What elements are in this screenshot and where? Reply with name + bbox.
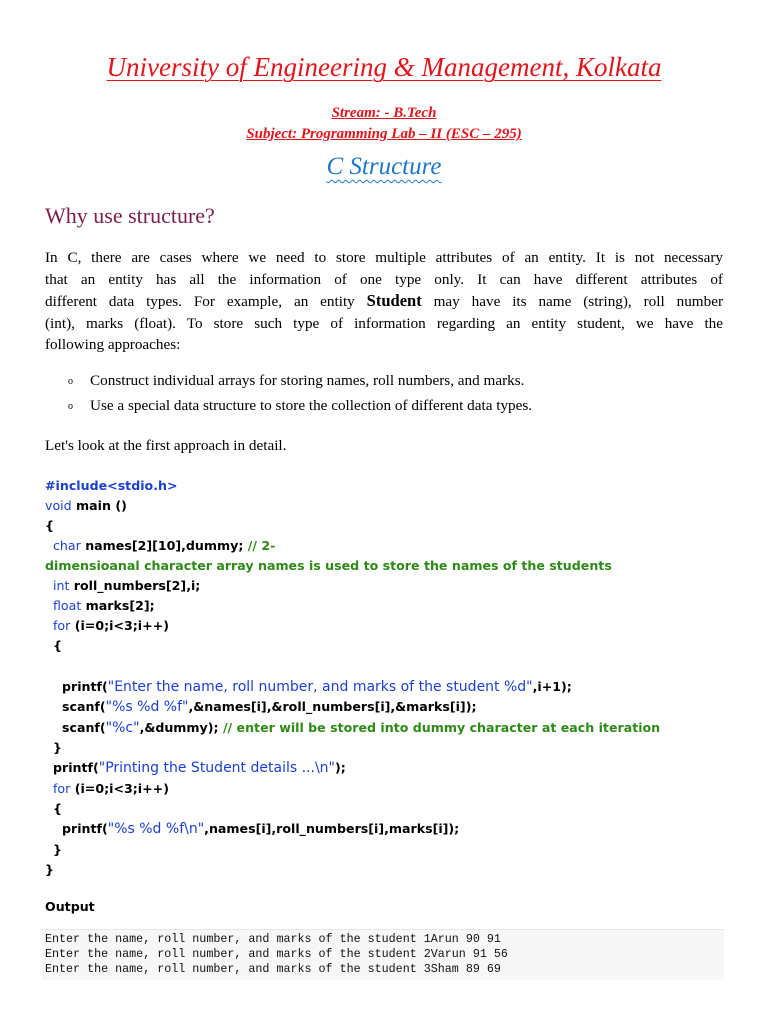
bullet-marker: o xyxy=(68,376,73,387)
code-comment: // enter will be stored into dummy character at each iteration xyxy=(222,720,661,735)
code-text: printf( xyxy=(62,821,108,836)
code-keyword: char xyxy=(53,538,81,553)
paragraph-line: that an entity has all the information of one type only. It can have different attributes of xyxy=(45,270,723,288)
code-string: "Printing the Student details ...\n" xyxy=(98,760,335,776)
code-text: ,names[i],roll_numbers[i],marks[i]); xyxy=(204,821,460,836)
code-text: { xyxy=(53,638,62,653)
code-comment: dimensioanal character array names is used to store the names of the students xyxy=(45,558,612,573)
code-text: scanf( xyxy=(62,720,106,735)
code-keyword: float xyxy=(53,598,82,613)
code-line xyxy=(45,498,127,518)
code-line xyxy=(62,821,459,841)
paragraph-line: In C, there are cases where we need to store multiple attributes of an entity. It is not necessary xyxy=(45,249,723,266)
code-line xyxy=(62,699,476,719)
code-line xyxy=(62,679,572,699)
code-text: { xyxy=(53,801,62,816)
code-text: ,i+1); xyxy=(532,679,572,694)
code-text: printf( xyxy=(53,760,99,775)
subject-line: Subject: Programming Lab – II (ESC – 295) xyxy=(246,126,522,142)
code-text: scanf( xyxy=(62,699,106,714)
paragraph-text: different data types. For example, an entity xyxy=(45,293,367,311)
code-line xyxy=(53,760,346,780)
console-line: Enter the name, roll number, and marks of the student 2Varun 91 56 xyxy=(45,947,508,961)
bold-term: Student xyxy=(366,291,422,311)
list-item xyxy=(65,372,532,397)
topic-title: C Structure xyxy=(326,153,442,180)
university-title: University of Engineering & Management, Kolkata xyxy=(106,52,662,82)
code-line xyxy=(45,558,612,578)
console-line: Enter the name, roll number, and marks of the student 3Sham 89 69 xyxy=(45,962,501,976)
approach-list xyxy=(65,372,532,422)
code-keyword: for xyxy=(53,781,71,796)
preprocessor-directive: #include<stdio.h> xyxy=(45,478,178,493)
code-text: ,&names[i],&roll_numbers[i],&marks[i]); xyxy=(188,699,477,714)
code-line xyxy=(53,538,275,558)
code-text: ); xyxy=(334,760,346,775)
paragraph-line xyxy=(45,290,723,313)
output-label: Output xyxy=(45,899,95,914)
code-text: { xyxy=(45,518,54,533)
code-text: marks[2]; xyxy=(81,598,155,613)
code-line xyxy=(45,862,54,882)
code-text: } xyxy=(53,842,62,857)
paragraph-text: may have its name (string), roll number xyxy=(421,293,723,311)
code-text: main () xyxy=(71,498,127,513)
code-string: "Enter the name, roll number, and marks of the student %d" xyxy=(107,679,533,695)
code-comment: // 2- xyxy=(247,538,276,553)
list-item-text: Use a special data structure to store the collection of different data types. xyxy=(90,397,533,414)
code-string: "%c" xyxy=(105,720,140,736)
code-keyword: void xyxy=(45,498,72,513)
bullet-marker: o xyxy=(68,401,73,412)
paragraph-line: following approaches: xyxy=(45,336,181,354)
code-line xyxy=(53,618,169,638)
code-text: roll_numbers[2],i; xyxy=(69,578,201,593)
list-item xyxy=(65,397,532,422)
code-line xyxy=(53,740,62,760)
code-line xyxy=(53,801,62,821)
code-line xyxy=(53,578,200,598)
approach-intro: Let's look at the first approach in detail. xyxy=(45,437,287,454)
code-string: "%s %d %f" xyxy=(105,699,189,715)
code-text: (i=0;i<3;i++) xyxy=(70,618,169,633)
code-text: } xyxy=(53,740,62,755)
code-line xyxy=(53,598,155,618)
code-line xyxy=(45,518,54,538)
code-string: "%s %d %f\n" xyxy=(107,821,205,837)
code-text: printf( xyxy=(62,679,108,694)
stream-line: Stream: - B.Tech xyxy=(331,105,437,121)
code-text: (i=0;i<3;i++) xyxy=(70,781,169,796)
intro-paragraph xyxy=(45,247,723,356)
code-line xyxy=(45,478,178,498)
paragraph-line: (int), marks (float). To store such type of information regarding an entity student, we have the xyxy=(45,314,723,332)
code-text: ,&dummy); xyxy=(139,720,223,735)
code-line xyxy=(53,638,62,658)
code-text: names[2][10],dummy; xyxy=(80,538,248,553)
code-text: } xyxy=(45,862,54,877)
section-heading: Why use structure? xyxy=(45,203,215,228)
code-line xyxy=(62,720,660,740)
code-keyword: int xyxy=(53,578,70,593)
console-line: Enter the name, roll number, and marks of the student 1Arun 90 91 xyxy=(45,932,501,946)
code-line xyxy=(53,781,169,801)
console-output xyxy=(42,929,724,980)
code-keyword: for xyxy=(53,618,71,633)
code-line xyxy=(53,842,62,862)
list-item-text: Construct individual arrays for storing names, roll numbers, and marks. xyxy=(90,372,525,389)
